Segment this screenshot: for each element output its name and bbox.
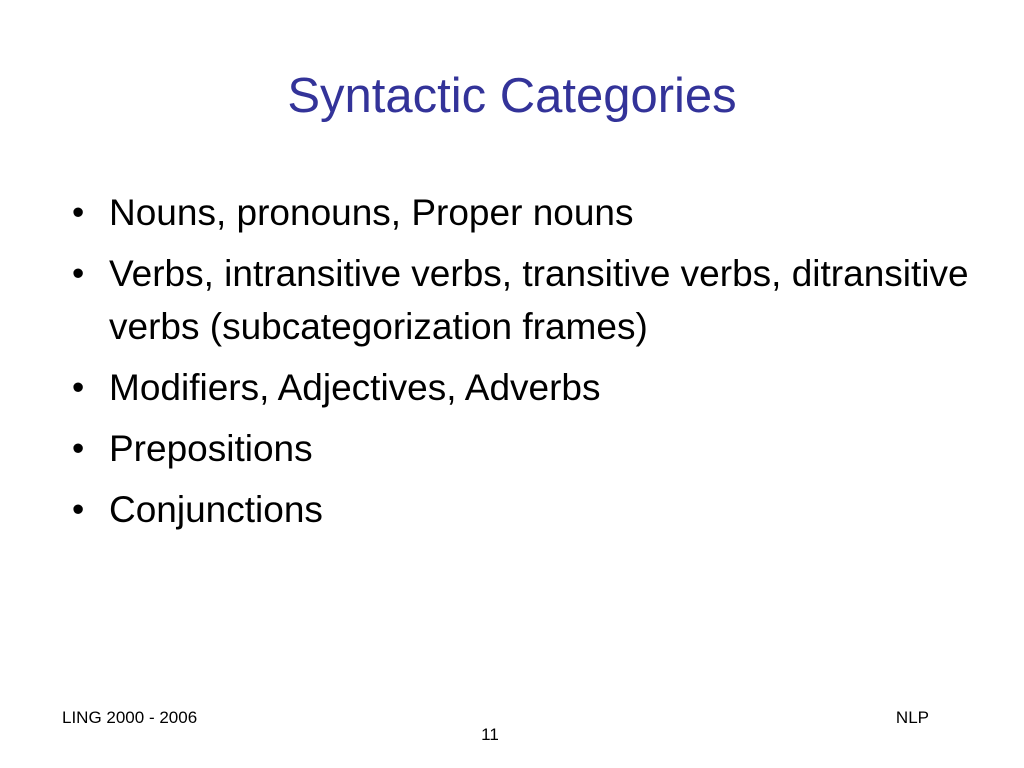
bullet-item [72,247,972,353]
footer-topic: NLP [895,708,929,727]
footer-course: LING 2000 - 2006 [62,708,198,727]
bullet-list [72,186,972,544]
bullet-icon: • [72,193,85,232]
bullet-item [72,361,972,414]
bullet-icon: • [72,490,85,529]
bullet-icon: • [72,254,85,293]
bullet-text: Verbs, intransitive verbs, transitive verbs, ditransitive verbs (subcategorization frames) [109,253,969,347]
bullet-item [72,186,972,239]
bullet-text: Modifiers, Adjectives, Adverbs [109,367,601,408]
bullet-item [72,483,972,536]
page-number: 11 [481,725,499,744]
bullet-text: Nouns, pronouns, Proper nouns [109,192,634,233]
bullet-text: Conjunctions [109,489,323,530]
bullet-icon: • [72,368,85,407]
slide-title: Syntactic Categories [287,69,737,123]
bullet-text: Prepositions [109,428,313,469]
bullet-icon: • [72,429,85,468]
bullet-item [72,422,972,475]
